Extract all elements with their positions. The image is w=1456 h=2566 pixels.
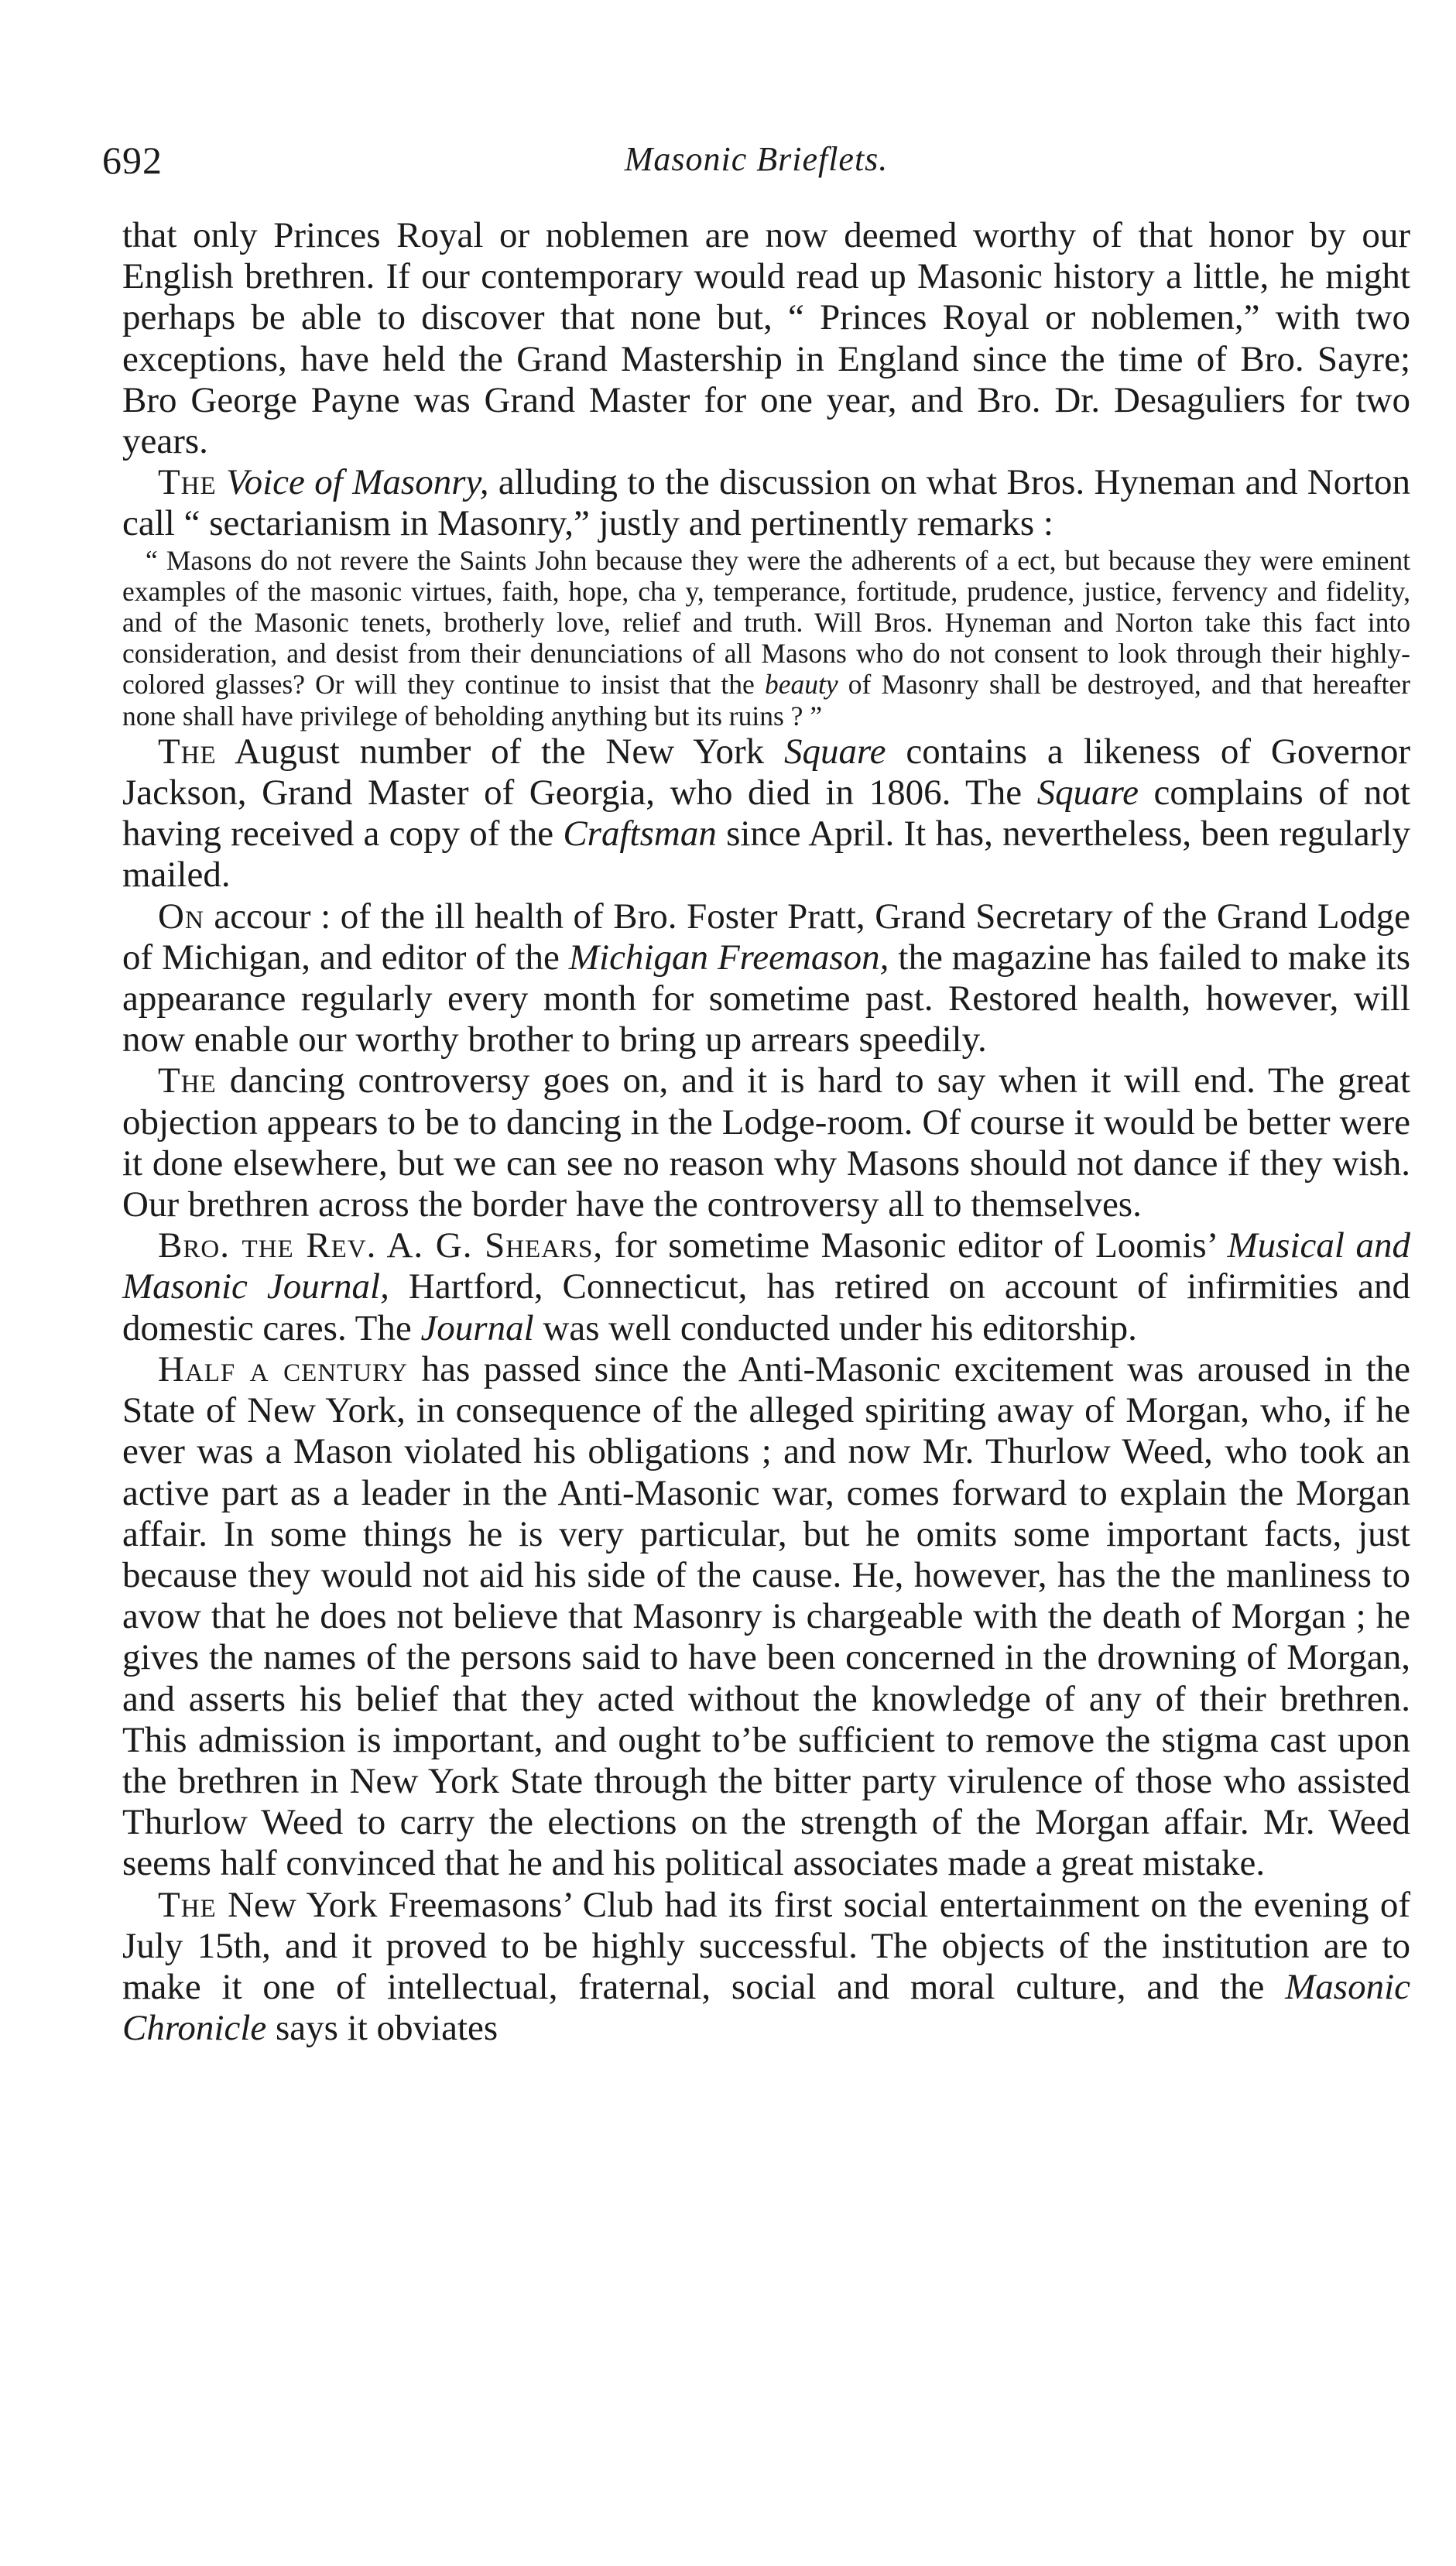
- paragraph-text: complains of not having received a copy of the: [122, 773, 1410, 855]
- paragraph-text: August number of the New York: [216, 731, 785, 772]
- paragraph-text: dancing controversy goes on, and it is hard to say when it will end. The great objection appears to be to dancing in the Lodge-room. Of course it would be better were it done elsewhere, but we can see no reason why Masons should not dance if they wish. Our brethren across the border have the controversy all to themselves.: [122, 1060, 1410, 1225]
- lead-word: On: [158, 896, 204, 937]
- lead-word: The: [158, 1060, 217, 1101]
- paragraph-text: contains a likeness of Governor Jackson, Grand Master of Georgia, who died in 1806. The: [122, 731, 1410, 814]
- paragraph-text: says it obviates: [266, 2008, 498, 2049]
- page-number: 692: [102, 139, 163, 182]
- publication-title: Masonic Chronicle: [122, 1966, 1410, 2049]
- publication-title: Journal: [420, 1307, 534, 1348]
- lead-word: The: [158, 731, 217, 772]
- paragraph-text: the magazine has failed to make its appearance regularly every month for sometime past. Restored health, however, will now enable our worthy brother to bring up arrears speedily.: [122, 937, 1411, 1060]
- lead-word: The: [158, 1884, 217, 1925]
- body-text: [122, 215, 1410, 2049]
- paragraph-text: has passed since the Anti-Masonic excitement was aroused in the State of New York, in consequence of the alleged spiriting away of Morgan, who, if he ever was a Mason violated his obligations ; and now Mr. Thurlow Weed, who took an active part as a leader in the Anti-Masonic war, comes forward to explain the Morgan affair. In some things he is very particular, but he omits some important facts, just because they would not aid his side of the cause. He, however, has the the manliness to avow that he does not believe that Masonry is chargeable with the death of Morgan ; he gives the names of the persons said to have been concerned in the drowning of Morgan, and asserts his belief that they acted without the knowledge of any of their brethren. This admission is important, and ought to’be sufficient to remove the stigma cast upon the brethren in New York State through the bitter party virulence of those who assisted Thurlow Weed to carry the elections on the strength of the Morgan affair. Mr. Weed seems half convinced that he and his political associates made a great mistake.: [122, 1348, 1410, 1884]
- paragraph-freemasons-club: [122, 1885, 1410, 2050]
- paragraph-text: since April. It has, nevertheless, been regularly mailed.: [122, 814, 1410, 896]
- paragraph-text: New York Freemasons’ Club had its first social entertainment on the evening of July 15th, and it proved to be highly successful. The objects of the institution are to make it one of intellectual, fraternal, social and moral culture, and the: [122, 1884, 1410, 2007]
- paragraph-text: alluding to the discussion on what Bros. Hyneman and Norton call “ sectarianism in Masonry,” justly and pertinently remarks :: [122, 462, 1410, 544]
- paragraph-text: Hartford, Connecticut, has retired on account of infirmities and domestic cares. The: [122, 1266, 1410, 1348]
- publication-title: Voice of Masonry,: [226, 462, 489, 503]
- running-title: Masonic Brieflets.: [624, 140, 889, 178]
- paragraph-text: that only Princes Royal or noblemen are now deemed worthy of that honor by our English brethren. If our contemporary would read up Masonic history a little, he might perhaps be able to discover that none but, “ Princes Royal or noblemen,” with two exceptions, have held the Grand Mastership in England since the time of Bro. Sayre; Bro George Payne was Grand Master for one year, and Bro. Dr. Desaguliers for two years.: [122, 215, 1410, 462]
- paragraph-anti-masonic: [122, 1349, 1410, 1885]
- quote-text: [122, 545, 1410, 731]
- paragraph-voice-of-masonry: [122, 462, 1410, 544]
- quote-text-start: “ Masons do not revere the Saints John because they were the adherents of a ect, but because they were eminent examples of the masonic virtues, faith, hope, cha y, temperance, fortitude, prudence, justice, fervency and fidelity, and of the Masonic tenets, brotherly love, relief and truth. Will Bros. Hyneman and Norton take this fact into consideration, and desist from their denunciations of all Masons who do not consent to look through their highly-colored glasses? Or will they continue to insist that the: [122, 544, 1410, 701]
- lead-word: Bro. the Rev. A. G. Shears,: [158, 1225, 604, 1266]
- lead-word: The: [158, 462, 217, 503]
- paragraph-foster-pratt: [122, 896, 1410, 1061]
- paragraph-continuation: [122, 215, 1410, 462]
- lead-word: Half a century: [158, 1348, 409, 1389]
- block-quote: [122, 545, 1410, 731]
- page-header: [102, 138, 1410, 200]
- publication-title: Square: [1036, 773, 1139, 814]
- paragraph-text: for sometime Masonic editor of Loomis’: [603, 1225, 1228, 1266]
- paragraph-text: was well conducted under his editorship.: [533, 1307, 1137, 1348]
- publication-title: Craftsman: [563, 814, 717, 855]
- publication-title: Musical and Masonic Journal,: [122, 1225, 1411, 1307]
- publication-title: Michigan Freemason,: [568, 937, 889, 978]
- quote-text-end: of Masonry shall be destroyed, and that hereafter none shall have privilege of beholding anything but its ruins ? ”: [122, 669, 1410, 731]
- paragraph-shears: [122, 1225, 1410, 1349]
- publication-title: Square: [784, 731, 886, 772]
- quote-emphasis: beauty: [764, 669, 838, 701]
- paragraph-new-york-square: [122, 731, 1410, 896]
- paragraph-text: accour : of the ill health of Bro. Foster Pratt, Grand Secretary of the Grand Lodge of Michigan, and editor of the: [122, 896, 1410, 978]
- paragraph-dancing-controversy: [122, 1060, 1410, 1225]
